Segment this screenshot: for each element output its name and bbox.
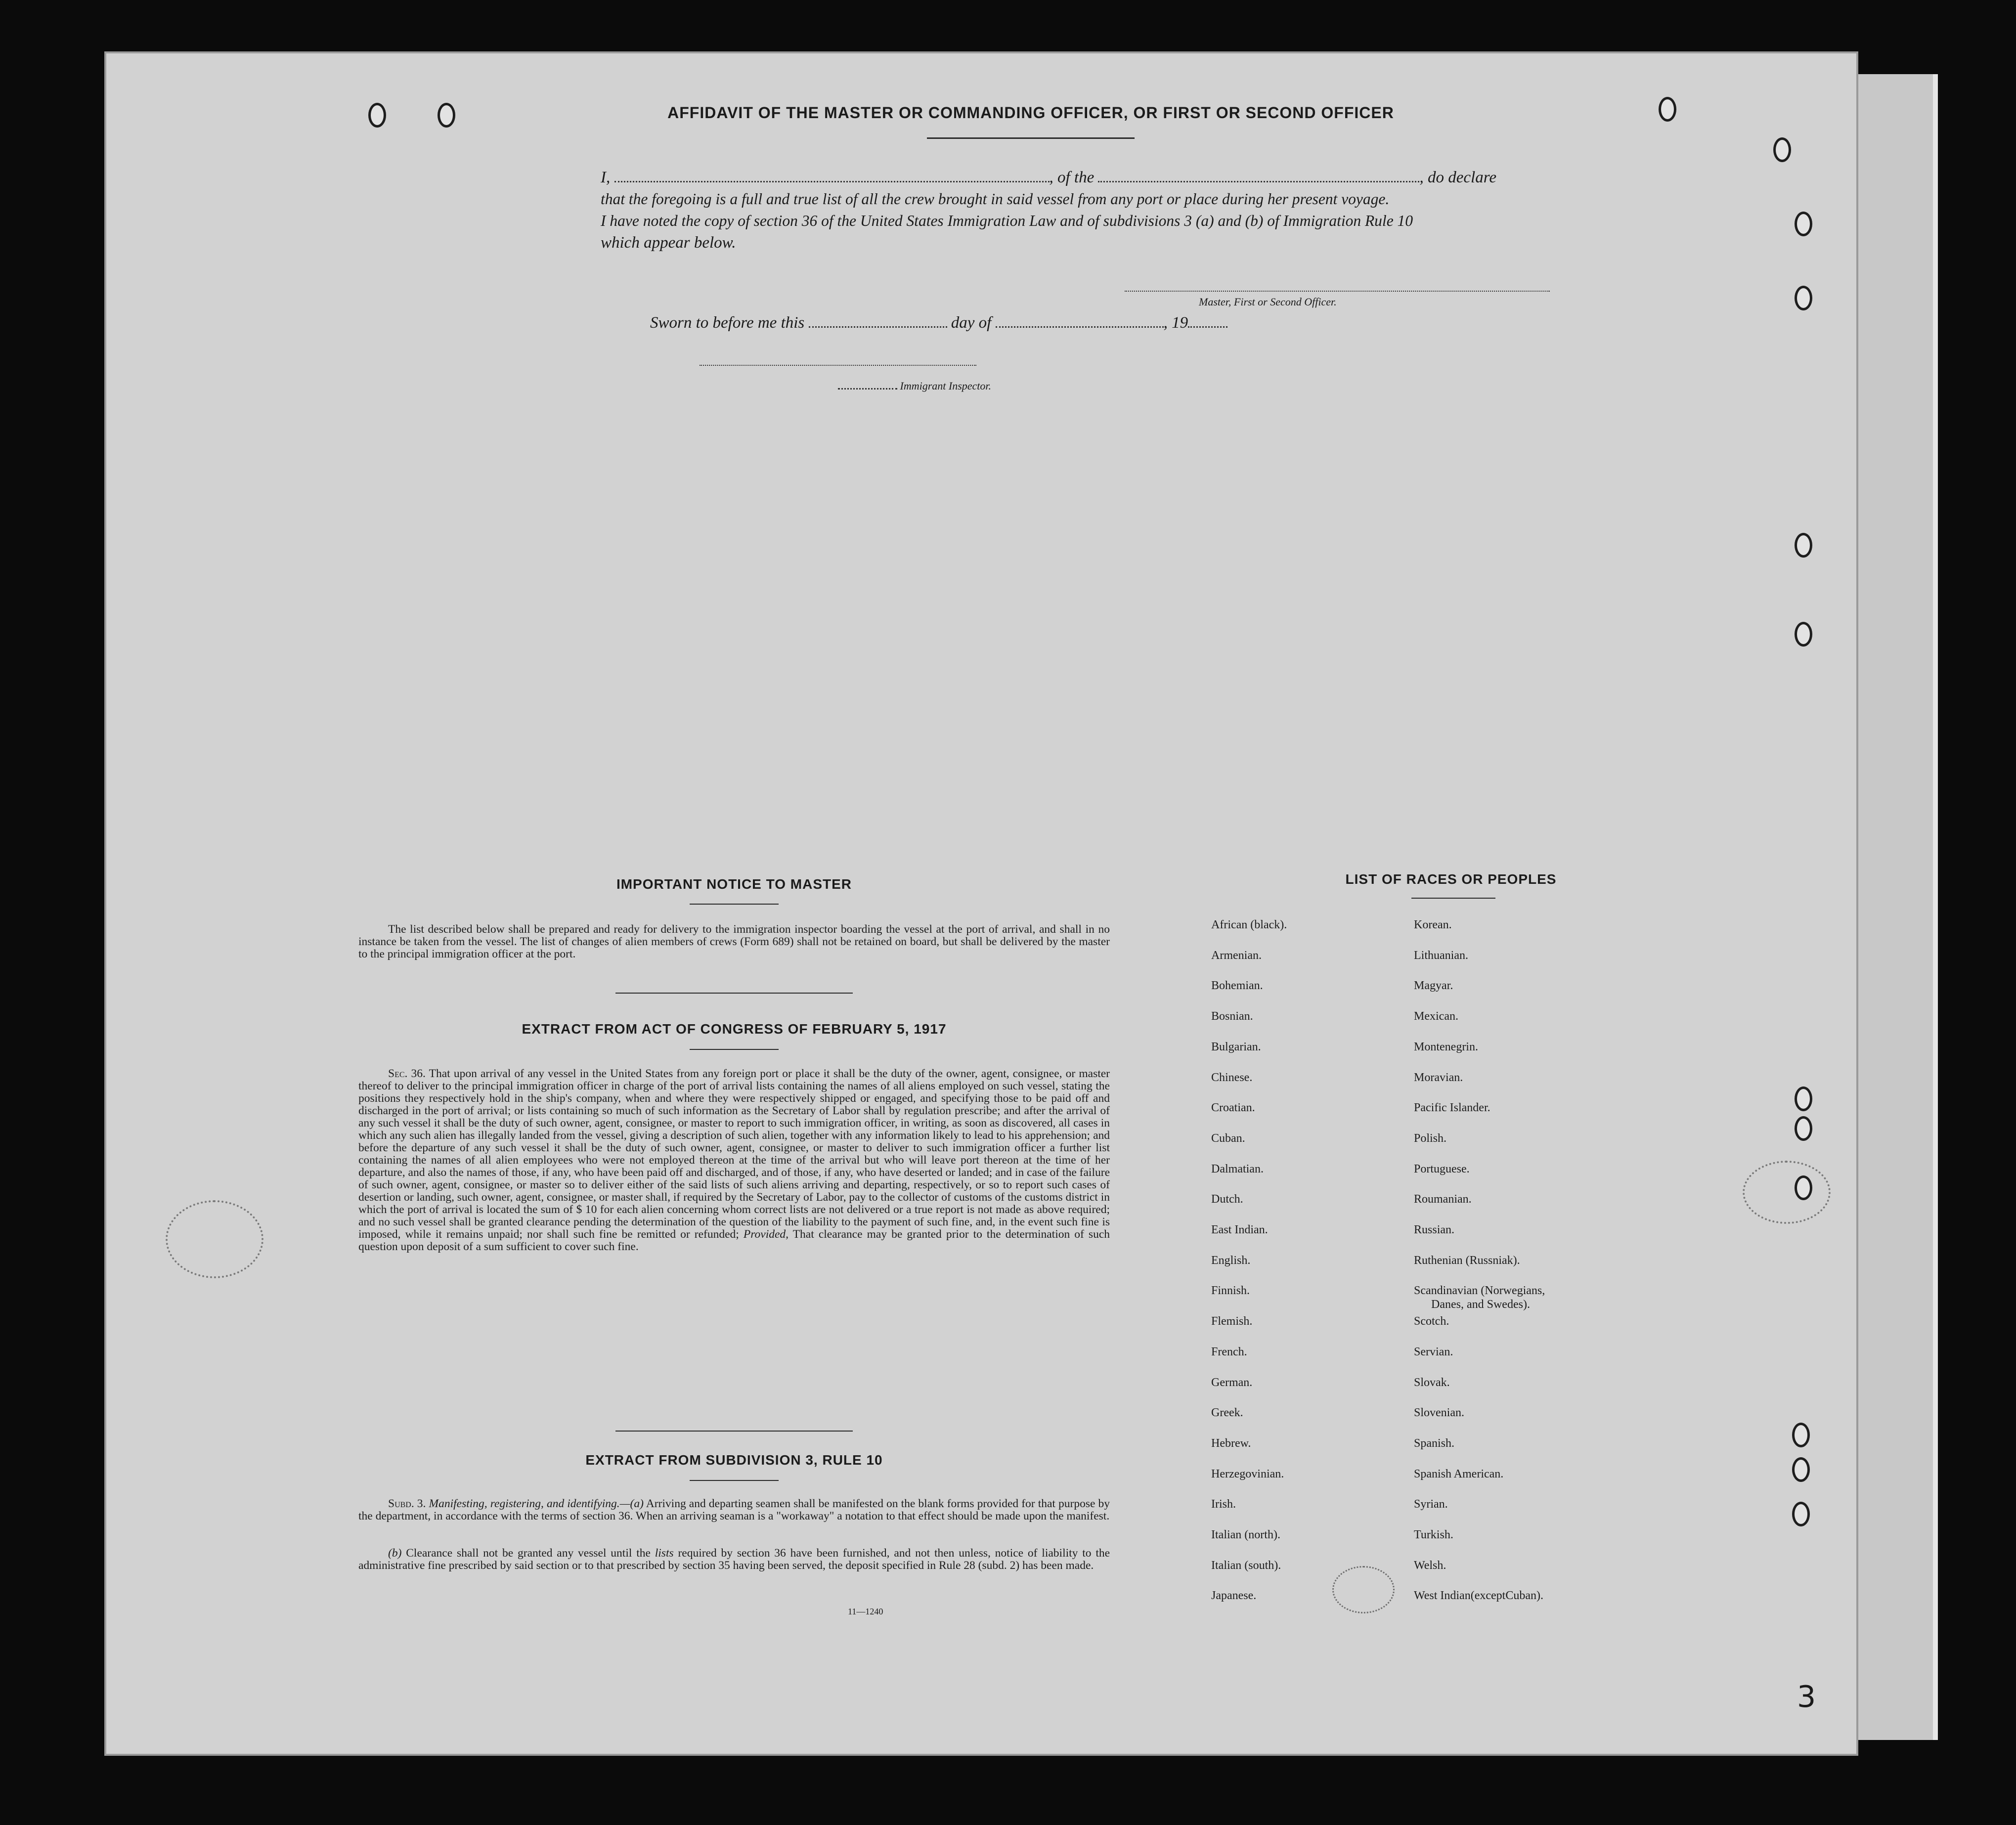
- race-item-right: Slovenian.: [1414, 1406, 1464, 1420]
- race-item-left: Greek.: [1211, 1406, 1243, 1420]
- subd-b-label: (b): [388, 1547, 402, 1560]
- margin-pencil-mark: 3: [1797, 1680, 1816, 1714]
- race-item-right: Mexican.: [1414, 1010, 1458, 1023]
- day-of-text: day of: [951, 314, 992, 332]
- affidavit-line-3: I have noted the copy of section 36 of the United States Immigration Law and of subdivisions 3 (a) and (b) of Immigration Rule 10: [601, 212, 1413, 229]
- vessel-blank: [1098, 168, 1419, 182]
- race-item-left: Cuban.: [1211, 1131, 1245, 1145]
- subd-b-body-1: Clearance shall not be granted any vessel until the: [406, 1547, 651, 1560]
- sworn-day-blank: [809, 313, 947, 328]
- race-item-left: Italian (north).: [1211, 1528, 1280, 1541]
- races-title: LIST OF RACES OR PEOPLES: [1345, 871, 1557, 887]
- year-text: , 19: [1163, 314, 1188, 332]
- race-item-right: West Indian(exceptCuban).: [1414, 1589, 1543, 1603]
- race-item-right: Russian.: [1414, 1223, 1455, 1236]
- inspector-blank: [838, 381, 897, 390]
- subd-heading: Manifesting, registering, and identifying.—(a): [429, 1497, 644, 1510]
- provided-body: That clearance may be granted prior to the determination of such question upon deposit of a sum sufficient to cover such fine.: [358, 1228, 1110, 1253]
- provided-label: Provided,: [743, 1228, 789, 1241]
- race-item-left: Croatian.: [1211, 1101, 1255, 1115]
- punch-hole: [1795, 1116, 1812, 1141]
- extract-rule-text-b: [358, 1547, 1110, 1572]
- punch-hole: [1795, 212, 1812, 236]
- subd-b-lists: lists: [655, 1547, 674, 1560]
- race-item-left: German.: [1211, 1376, 1253, 1389]
- race-item-right: Polish.: [1414, 1131, 1447, 1145]
- race-item-left: French.: [1211, 1345, 1247, 1358]
- race-item-left: English.: [1211, 1254, 1251, 1267]
- punch-hole: [368, 103, 386, 128]
- sworn-month-blank: [996, 313, 1164, 328]
- affidavit-title-rule: [927, 137, 1135, 139]
- affidavit-line-4: which appear below.: [601, 234, 736, 252]
- race-item-right: Korean.: [1414, 918, 1452, 931]
- race-item-left: Bohemian.: [1211, 979, 1263, 993]
- inspector-caption: Immigrant Inspector.: [900, 380, 992, 392]
- race-item-left: Irish.: [1211, 1498, 1236, 1511]
- race-item-right: Spanish.: [1414, 1436, 1455, 1450]
- punch-hole: [1795, 533, 1812, 558]
- affidavit-of-the: , of the: [1049, 169, 1095, 186]
- race-item-right: Servian.: [1414, 1345, 1453, 1358]
- race-item-left: Dutch.: [1211, 1193, 1243, 1206]
- extract-act-title-rule: [690, 1049, 779, 1050]
- race-item-left: Bulgarian.: [1211, 1040, 1261, 1053]
- punch-hole: [1792, 1457, 1810, 1482]
- race-item-left: Herzegovinian.: [1211, 1467, 1284, 1480]
- sworn-text: Sworn to before me this: [650, 314, 805, 332]
- race-item-right: Montenegrin.: [1414, 1040, 1478, 1053]
- races-title-rule: [1411, 898, 1495, 899]
- race-item-right: Magyar.: [1414, 979, 1453, 993]
- faded-stamp: [166, 1200, 263, 1278]
- sec-36-body: That upon arrival of any vessel in the United States from any foreign port or place it shall be the duty of the owner, agent, consignee, or master thereof to deliver to the principal immigration officer in charge of the port of arrival lists containing the names of all aliens employed on such vessel, stating the positions they respectively hold in the ship's company, when and where they were respectively shipped or engaged, and specifying those to be paid off and discharged in the port of arrival; or lists containing so much of such information as the Secretary of Labor shall by regulation prescribe; and after the arrival of any such vessel it shall be the duty of such owner, agent, consignee, or master to report to such immigration officer, in writing, as soon as discovered, all cases in which any such alien has illegally landed from the vessel, giving a description of such alien, together with any information likely to lead to his apprehension; and before the departure of any such vessel it shall be the duty of such owner, agent, consignee, or master to deliver to such immigration officer a further list containing the names of all alien employees who were not employed thereon at the time of the arrival but who will leave port thereon at the time of her departure, and also the names of those, if any, who have been paid off and discharged, and of those, if any, who have deserted or landed; and in case of the failure of such owner, agent, consignee, or master so to deliver either of the said lists of such aliens arriving and departing, respectively, or so to report such cases of desertion or landing, such owner, agent, consignee, or master shall, if required by the Secretary of Labor, pay to the collector of customs of the customs district in which the port of arrival is located the sum of $ 10 for each alien concerning whom correct lists are not delivered or a true report is not made as above required; and no such vessel shall be granted clearance pending the determination of the question of the liability to the payment of such fine, and, in the event such fine is imposed, while it remains unpaid; nor shall such fine be remitted or refunded;: [358, 1067, 1110, 1241]
- punch-hole: [438, 103, 455, 128]
- race-item-right: Spanish American.: [1414, 1467, 1504, 1480]
- race-item-left: East Indian.: [1211, 1223, 1268, 1236]
- subd-b-body-2: required by section 36 have been furnished, and not then unless, notice of liability to the administrative fine prescribed by said section or to that prescribed by section 35 having been served, the deposit specified in Rule 28 (subd. 2) has been made.: [358, 1547, 1110, 1572]
- race-item-right: Slovak.: [1414, 1376, 1450, 1389]
- inspector-signature-line: [700, 365, 976, 367]
- affidavit-i: I,: [601, 169, 611, 186]
- race-item-left: Chinese.: [1211, 1071, 1253, 1084]
- race-item-right-continuation: Danes, and Swedes).: [1431, 1298, 1530, 1311]
- race-item-left: Japanese.: [1211, 1589, 1257, 1603]
- notice-title: IMPORTANT NOTICE TO MASTER: [616, 876, 852, 892]
- extract-act-text: [358, 1068, 1110, 1253]
- race-item-left: Italian (south).: [1211, 1559, 1281, 1572]
- punch-hole: [1773, 137, 1791, 162]
- sec-label: Sec. 36.: [388, 1067, 426, 1080]
- section-divider: [615, 993, 853, 994]
- punch-hole: [1795, 1086, 1812, 1111]
- race-item-left: African (black).: [1211, 918, 1287, 931]
- extract-rule-title-rule: [690, 1480, 779, 1481]
- race-item-right: Portuguese.: [1414, 1162, 1470, 1175]
- race-item-left: Bosnian.: [1211, 1010, 1253, 1023]
- punch-hole: [1795, 622, 1812, 647]
- sworn-year-blank: [1188, 313, 1227, 328]
- punch-hole: [1792, 1502, 1810, 1526]
- race-item-left: Armenian.: [1211, 949, 1262, 962]
- affidavit-line-2: that the foregoing is a full and true list of all the crew brought in said vessel from any port or place during her present voyage.: [601, 190, 1390, 208]
- race-item-left: Flemish.: [1211, 1315, 1253, 1328]
- extract-rule-title: EXTRACT FROM SUBDIVISION 3, RULE 10: [585, 1452, 883, 1468]
- document-page: [106, 53, 1856, 1754]
- section-divider: [615, 1431, 853, 1432]
- race-item-left: Finnish.: [1211, 1284, 1250, 1298]
- race-item-left: Hebrew.: [1211, 1436, 1251, 1450]
- race-item-right: Scotch.: [1414, 1315, 1449, 1328]
- faded-stamp: [1332, 1566, 1395, 1613]
- race-item-right: Moravian.: [1414, 1071, 1463, 1084]
- name-blank: [614, 168, 1050, 182]
- faded-stamp: [1743, 1161, 1831, 1224]
- sworn-line: [650, 311, 1604, 334]
- race-item-right: Turkish.: [1414, 1528, 1453, 1541]
- punch-hole: [1659, 97, 1676, 122]
- punch-hole: [1792, 1423, 1810, 1447]
- subd-label: Subd. 3.: [388, 1497, 426, 1510]
- race-item-right: Scandinavian (Norwegians,: [1414, 1284, 1545, 1298]
- affidavit-do-declare: , do declare: [1419, 169, 1496, 186]
- race-item-right: Roumanian.: [1414, 1193, 1472, 1206]
- race-item-right: Syrian.: [1414, 1498, 1448, 1511]
- form-number: 11—1240: [848, 1607, 883, 1616]
- subd-a-body: Arriving and departing seamen shall be manifested on the blank forms provided for that purpose by the department, in accordance with the terms of section 36. When an arriving seaman is a "workaway" a notation to that effect should be made upon the manifest.: [358, 1497, 1110, 1522]
- notice-title-rule: [690, 904, 779, 905]
- signature-caption: Master, First or Second Officer.: [1199, 296, 1337, 308]
- extract-act-title: EXTRACT FROM ACT OF CONGRESS OF FEBRUARY 5, 1917: [522, 1021, 947, 1037]
- inspector-caption-row: [838, 380, 991, 392]
- notice-body: The list described below shall be prepared and ready for delivery to the immigration inspector boarding the vessel at the port of arrival, and shall in no instance be taken from the vessel. The list of changes of alien members of crews (Form 689) shall not be retained on board, but shall be delivered by the master to the principal immigration officer at the port.: [358, 923, 1110, 960]
- affidavit-title: AFFIDAVIT OF THE MASTER OR COMMANDING OFFICER, OR FIRST OR SECOND OFFICER: [667, 104, 1394, 122]
- race-item-left: Dalmatian.: [1211, 1162, 1264, 1175]
- extract-rule-text-a: [358, 1498, 1110, 1522]
- race-item-right: Lithuanian.: [1414, 949, 1468, 962]
- race-item-right: Ruthenian (Russniak).: [1414, 1254, 1520, 1267]
- race-item-right: Welsh.: [1414, 1559, 1446, 1572]
- punch-hole: [1795, 286, 1812, 310]
- race-item-right: Pacific Islander.: [1414, 1101, 1490, 1115]
- notice-text: [358, 923, 1110, 960]
- affidavit-line-1: [601, 166, 1555, 189]
- signature-line: [1125, 291, 1550, 293]
